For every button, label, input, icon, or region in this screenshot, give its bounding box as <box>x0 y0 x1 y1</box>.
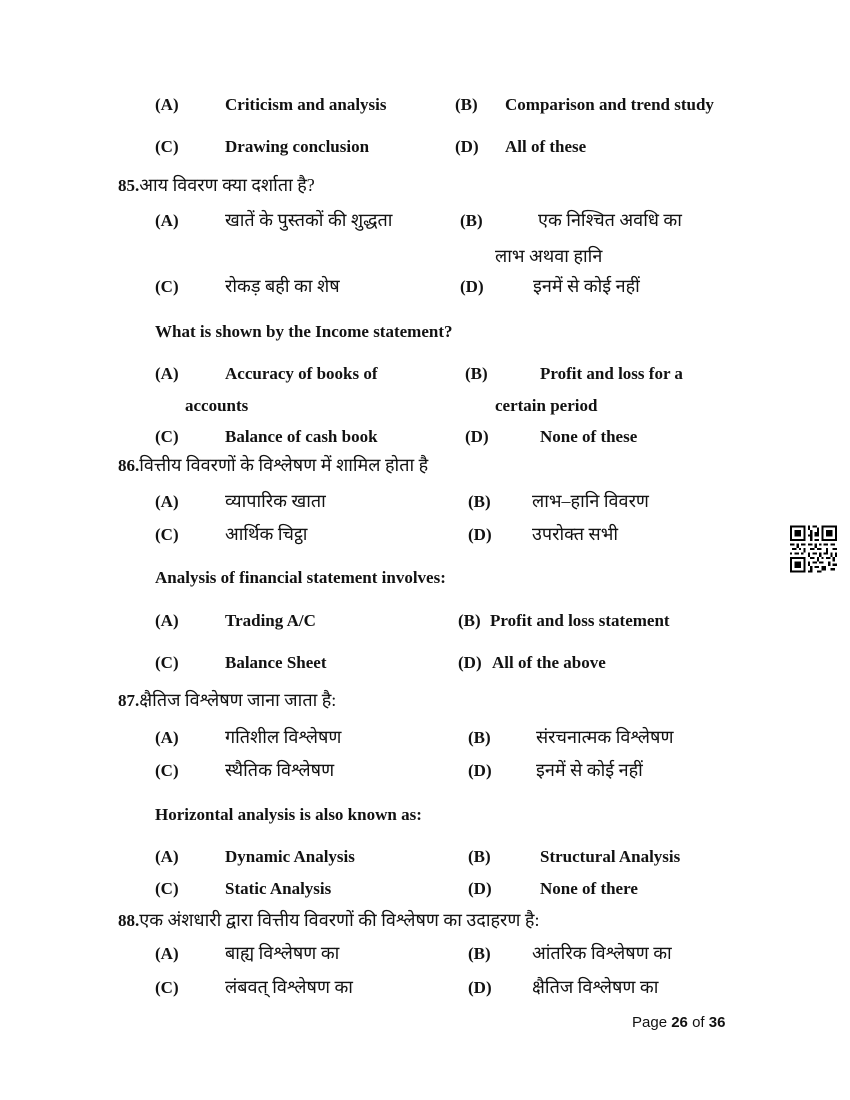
q85-hi-option-d-label: (D) <box>460 277 484 296</box>
prev-option-c-text: Drawing conclusion <box>225 137 370 156</box>
q85-hi-option-b-text-cont: लाभ अथवा हानि <box>495 246 603 266</box>
footer-total-pages: 36 <box>708 1014 726 1031</box>
q85-en-option-d-text: None of these <box>540 427 638 446</box>
q85-en-option-a-label: (A) <box>155 364 179 383</box>
q86-en-option-a-label: (A) <box>155 611 179 630</box>
q86-en-option-a-text: Trading A/C <box>225 611 316 630</box>
q87-question-english: Horizontal analysis is also known as: <box>155 805 422 824</box>
q87-en-option-a-label: (A) <box>155 847 179 866</box>
q85-hi-option-b-text: एक निश्चित अवधि का <box>538 210 682 230</box>
q87-en-option-c-label: (C) <box>155 879 179 898</box>
q85-en-option-a-text: Accuracy of books of <box>225 364 378 383</box>
q87-en-option-b-text: Structural Analysis <box>540 847 681 866</box>
q88-question-hindi: एक अंशधारी द्वारा वित्तीय विवरणों की विश्लेषण का उदाहरण है: <box>139 910 540 930</box>
q87-question-hindi: क्षैतिज विश्लेषण जाना जाता है: <box>139 690 337 710</box>
q87-en-option-d-text: None of there <box>540 879 638 898</box>
q85-en-option-c-label: (C) <box>155 427 179 446</box>
q85-heading <box>118 175 315 197</box>
q86-question-hindi: वित्तीय विवरणों के विश्लेषण में शामिल होता है <box>139 455 429 475</box>
prev-option-a-label: (A) <box>155 95 179 114</box>
q86-en-option-c-label: (C) <box>155 653 179 672</box>
q88-hi-option-c-text: लंबवत् विश्लेषण का <box>225 977 353 997</box>
q86-hi-option-c-label: (C) <box>155 525 179 544</box>
q87-heading <box>118 690 336 712</box>
prev-option-d-text: All of these <box>505 137 587 156</box>
q85-question-english: What is shown by the Income statement? <box>155 322 453 341</box>
q85-hi-option-d-text: इनमें से कोई नहीं <box>533 276 640 296</box>
q85-en-option-c-text: Balance of cash book <box>225 427 378 446</box>
q87-en-option-b-label: (B) <box>468 847 491 866</box>
q88-hi-option-a-text: बाह्य विश्लेषण का <box>225 943 340 963</box>
q85-hi-option-a-label: (A) <box>155 211 179 230</box>
q87-hi-option-d-text: इनमें से कोई नहीं <box>536 760 643 780</box>
q88-hi-option-b-text: आंतरिक विश्लेषण का <box>532 943 672 963</box>
q85-hi-option-c-text: रोकड़ बही का शेष <box>225 276 340 296</box>
footer-of-label: of <box>692 1014 705 1031</box>
q87-hi-option-b-label: (B) <box>468 728 491 747</box>
q87-en-option-c-text: Static Analysis <box>225 879 332 898</box>
q87-number: 87. <box>118 691 140 710</box>
prev-option-d-label: (D) <box>455 137 479 156</box>
q85-hi-option-a-text: खातें के पुस्तकों की शुद्धता <box>225 210 393 230</box>
prev-option-b-text: Comparison and trend study <box>505 95 714 114</box>
prev-option-a-text: Criticism and analysis <box>225 95 387 114</box>
q88-hi-option-c-label: (C) <box>155 978 179 997</box>
q88-hi-option-d-label: (D) <box>468 978 492 997</box>
q85-en-option-b-text: Profit and loss for a <box>540 364 683 383</box>
q85-en-option-a-text-cont: accounts <box>185 396 249 415</box>
q86-hi-option-b-label: (B) <box>468 492 491 511</box>
q87-en-option-a-text: Dynamic Analysis <box>225 847 355 866</box>
q88-heading <box>118 910 540 932</box>
q85-en-option-d-label: (D) <box>465 427 489 446</box>
q85-en-option-b-label: (B) <box>465 364 488 383</box>
q88-hi-option-b-label: (B) <box>468 944 491 963</box>
q87-hi-option-b-text: संरचनात्मक विश्लेषण <box>536 727 674 747</box>
qr-code-graphic <box>790 524 837 574</box>
q86-number: 86. <box>118 456 140 475</box>
q85-number: 85. <box>118 176 140 195</box>
q87-hi-option-d-label: (D) <box>468 761 492 780</box>
q86-hi-option-c-text: आर्थिक चिट्ठा <box>225 524 308 544</box>
q86-en-option-b-label: (B) <box>458 611 481 630</box>
q85-question-hindi: आय विवरण क्या दर्शाता है? <box>139 175 315 195</box>
q86-en-option-b-text: Profit and loss statement <box>490 611 670 630</box>
q87-en-option-d-label: (D) <box>468 879 492 898</box>
q88-number: 88. <box>118 911 140 930</box>
q86-en-option-c-text: Balance Sheet <box>225 653 327 672</box>
q86-en-option-d-label: (D) <box>458 653 482 672</box>
q88-hi-option-a-label: (A) <box>155 944 179 963</box>
q85-en-option-b-text-cont: certain period <box>495 396 598 415</box>
q86-hi-option-d-label: (D) <box>468 525 492 544</box>
q86-hi-option-b-text: लाभ–हानि विवरण <box>532 491 649 511</box>
q87-hi-option-a-label: (A) <box>155 728 179 747</box>
footer-current-page: 26 <box>671 1014 688 1031</box>
q85-hi-option-c-label: (C) <box>155 277 179 296</box>
prev-option-c-label: (C) <box>155 137 179 156</box>
prev-option-b-label: (B) <box>455 95 478 114</box>
q88-hi-option-d-text: क्षैतिज विश्लेषण का <box>532 977 659 997</box>
qr-code <box>790 524 837 574</box>
q87-hi-option-c-label: (C) <box>155 761 179 780</box>
q87-hi-option-a-text: गतिशील विश्लेषण <box>225 727 342 747</box>
footer-page-label: Page <box>632 1014 668 1031</box>
q86-en-option-d-text: All of the above <box>492 653 606 672</box>
q87-hi-option-c-text: स्थैतिक विश्लेषण <box>225 760 335 780</box>
q86-hi-option-d-text: उपरोक्त सभी <box>532 524 619 544</box>
q86-hi-option-a-label: (A) <box>155 492 179 511</box>
q86-question-english: Analysis of financial statement involves: <box>155 568 446 587</box>
page-footer <box>632 1014 725 1032</box>
q85-hi-option-b-label: (B) <box>460 211 483 230</box>
q86-heading <box>118 455 428 477</box>
q86-hi-option-a-text: व्यापारिक खाता <box>225 491 326 511</box>
